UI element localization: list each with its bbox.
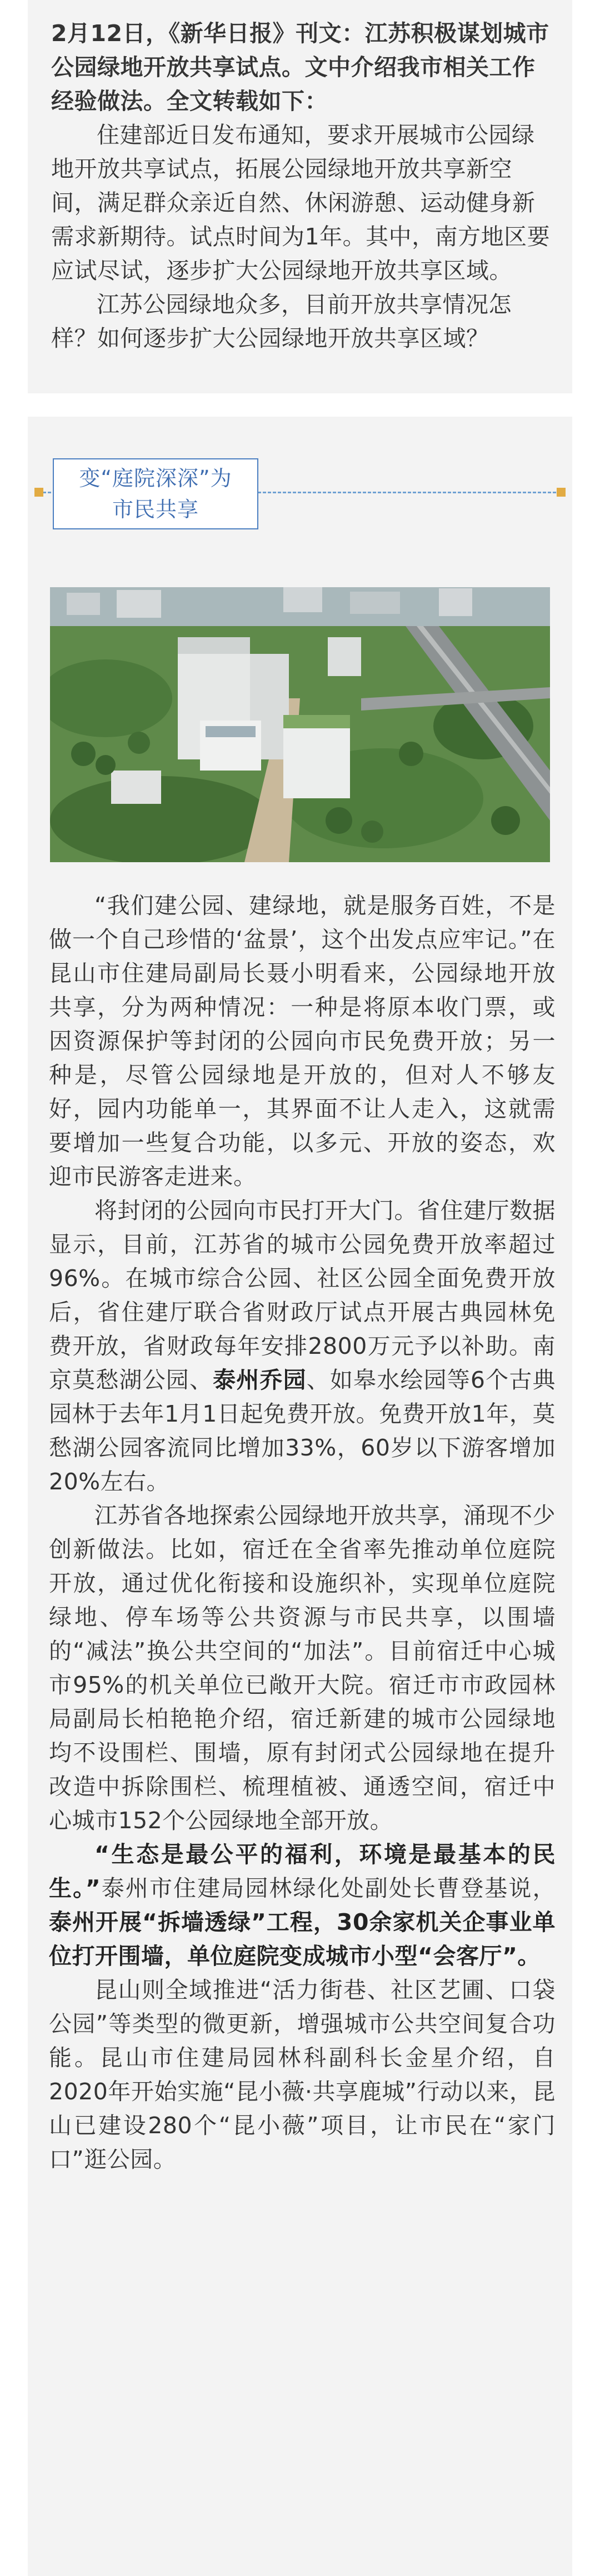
section-title-line-2: 市民共享 [112, 497, 199, 522]
article-paragraph-2-part-a: 将封闭的公园向市民打开大门。省住建厅数据显示，目前，江苏省的城市公园免费开放率超过96%。在城市综合公园、社区公园全面免费开放后，省住建厅联合省财政厅试点开展古典园林免费开放，省财政每年安排2800万元予以补助。南京莫愁湖公园、 [49, 1197, 556, 1393]
aerial-photo [50, 587, 550, 862]
intro-paragraph-1: 住建部近日发布通知，要求开展城市公园绿地开放共享试点，拓展公园绿地开放共享新空间，满足群众亲近自然、休闲游憩、运动健身新需求新期待。试点时间为1年。其中，南方地区要应试尽试，逐步扩大公园绿地开放共享区域。 [51, 122, 551, 284]
article-paragraph-4-bold-2: 泰州开展“拆墙透绿”工程，30余家机关企事业单位打开围墙，单位庭院变成城市小型“会客厅”。 [49, 1909, 556, 1969]
article-body [49, 889, 556, 2177]
article-paragraph-2-bold: 泰州乔园 [213, 1367, 307, 1393]
article-paragraph-2 [49, 1194, 556, 1499]
article-paragraph-4 [49, 1838, 556, 1973]
article-paragraph-1: “我们建公园、建绿地，就是服务百姓，不是做一个自己珍惜的‘盆景’，这个出发点应牢记。”在昆山市住建局副局长聂小明看来，公园绿地开放共享，分为两种情况：一种是将原本收门票，或因资源保护等封闭的公园向市民免费开放；另一种是，尽管公园绿地是开放的，但对人不够友好，园内功能单一，其界面不让人走入，这就需要增加一些复合功能，以多元、开放的姿态，欢迎市民游客走进来。 [49, 892, 556, 1190]
article-panel [28, 417, 572, 2576]
intro-lead: 2月12日，《新华日报》刊文：江苏积极谋划城市公园绿地开放共享试点。文中介绍我市相关工作经验做法。全文转载如下： [51, 20, 549, 114]
section-title-box [53, 458, 258, 529]
header-dot-right [557, 488, 566, 497]
article-paragraph-4-part-a: 泰州市住建局园林绿化处副处长曹登基说， [101, 1875, 556, 1902]
article-paragraph-3: 江苏省各地探索公园绿地开放共享，涌现不少创新做法。比如，宿迁在全省率先推动单位庭院开放，通过优化衔接和设施织补，实现单位庭院绿地、停车场等公共资源与市民共享，以围墙的“减法”换公共空间的“加法”。目前宿迁中心城市95%的机关单位已敞开大院。宿迁市市政园林局副局长柏艳艳介绍，宿迁新建的城市公园绿地均不设围栏、围墙，原有封闭式公园绿地在提升改造中拆除围栏、梳理植被、通透空间，宿迁中心城市152个公园绿地全部开放。 [49, 1502, 556, 1834]
section-header [28, 458, 572, 536]
article-paragraph-5: 昆山则全域推进“活力街巷、社区艺圃、口袋公园”等类型的微更新，增强城市公共空间复合功能。昆山市住建局园林科副科长金星介绍，自2020年开始实施“昆小薇·共享鹿城”行动以来，昆山已建设280个“昆小薇”项目，让市民在“家门口”逛公园。 [49, 1977, 556, 2173]
article-paragraph-4-bold-1: “生态是最公平的福利，环境是最基本的民生。” [49, 1841, 556, 1902]
intro-paragraph-2: 江苏公园绿地众多，目前开放共享情况怎样？如何逐步扩大公园绿地开放共享区域？ [51, 291, 512, 352]
article-paragraph-2-part-b: 、如皋水绘园等6个古典园林于去年1月1日起免费开放。免费开放1年，莫愁湖公园客流同比增加33%，60岁以下游客增加20%左右。 [49, 1367, 556, 1495]
intro-box [28, 0, 572, 393]
aerial-photo-park-buildings-icon [50, 587, 550, 862]
header-dot-left [34, 488, 43, 497]
section-title-line-1: 变“庭院深深”为 [79, 466, 232, 491]
